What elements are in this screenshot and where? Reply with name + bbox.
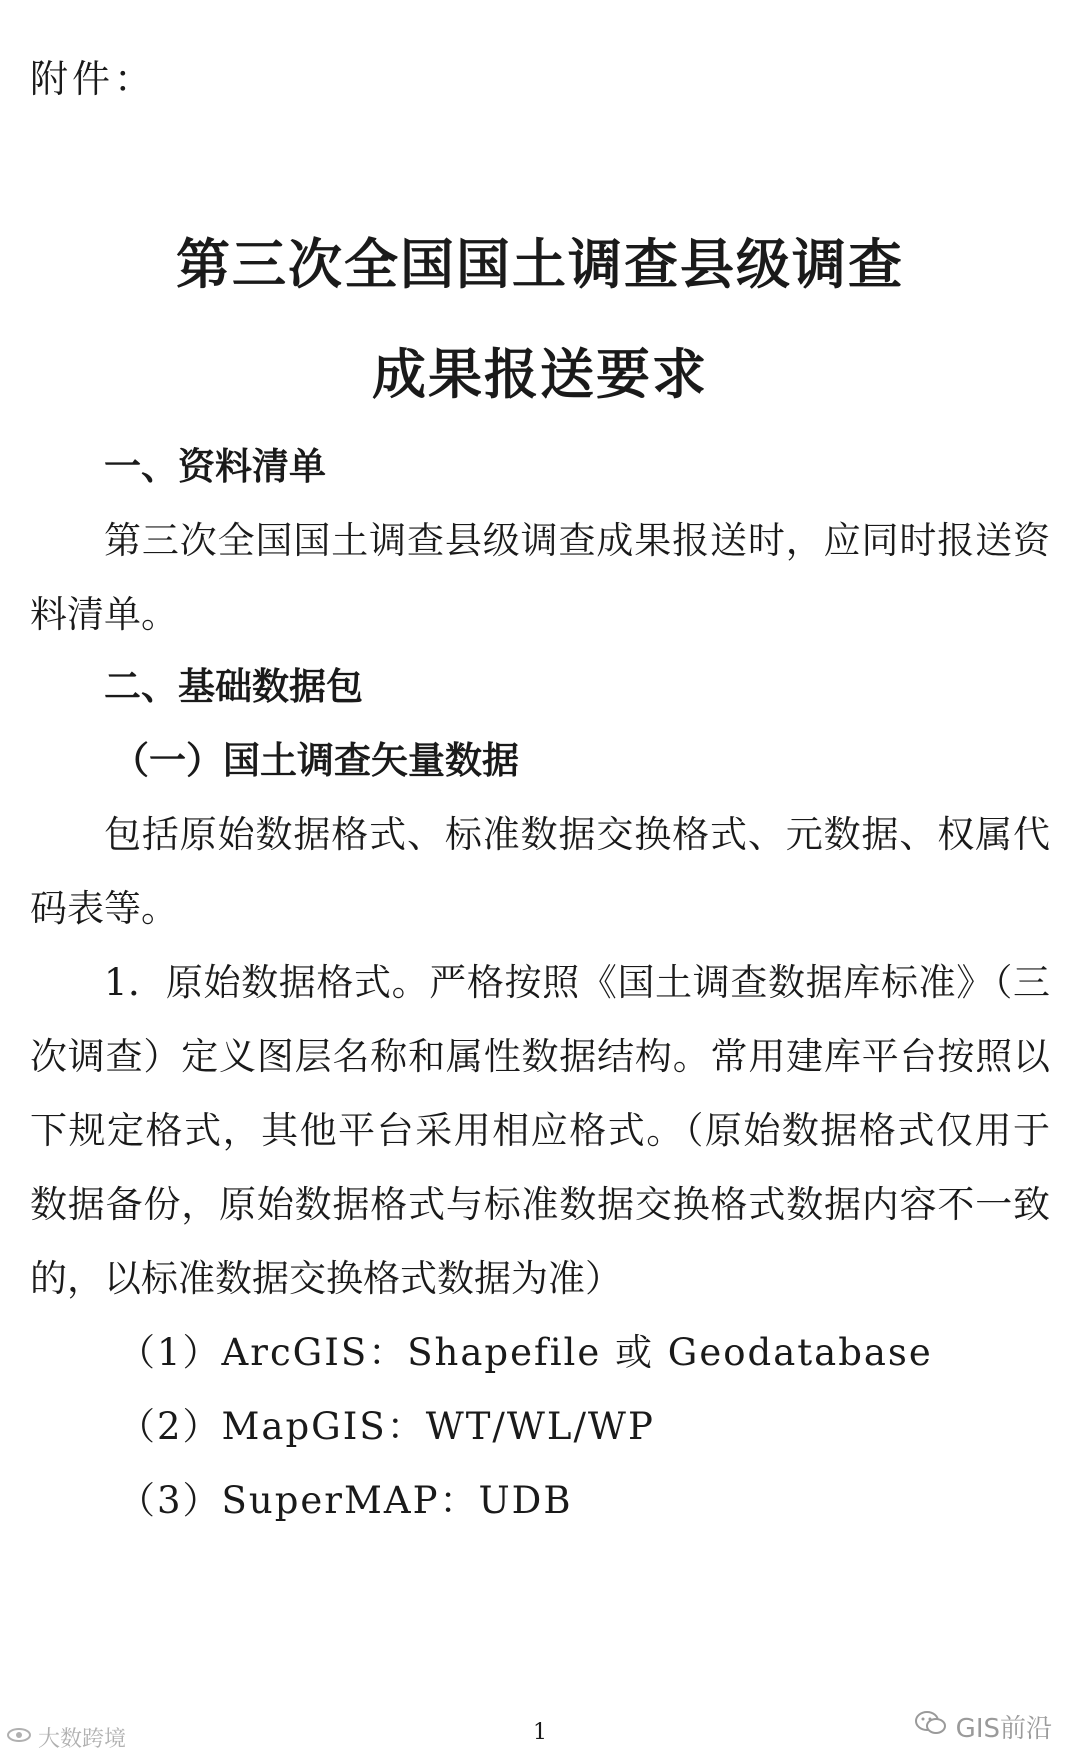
watermark-right-text: GIS前沿 (955, 1714, 1052, 1744)
list-item: （3）SuperMAP：UDB (118, 1479, 573, 1522)
watermark-right (914, 1708, 1052, 1745)
paragraph-line: 的，以标准数据交换格式数据为准） (30, 1257, 622, 1300)
list-item: （1）ArcGIS：Shapefile 或 Geodatabase (118, 1331, 933, 1374)
paragraph-line: 次调查）定义图层名称和属性数据结构。常用建库平台按照以 (30, 1035, 1050, 1078)
attachment-label: 附件： (30, 57, 157, 101)
wechat-icon (914, 1709, 948, 1744)
page-number: 1 (533, 1720, 547, 1745)
list-item: （2）MapGIS：WT/WL/WP (118, 1405, 655, 1448)
section-2-heading: 二、基础数据包 (104, 665, 363, 708)
paragraph-line: 下规定格式，其他平台采用相应格式。（原始数据格式仅用于 (30, 1109, 1050, 1152)
paragraph-line: 包括原始数据格式、标准数据交换格式、元数据、权属代 (104, 813, 1050, 856)
paragraph-line: 数据备份，原始数据格式与标准数据交换格式数据内容不一致 (30, 1183, 1050, 1226)
subsection-1-heading: （一）国土调查矢量数据 (112, 739, 519, 782)
watermark-left-text: 大数跨境 (38, 1727, 127, 1752)
paragraph-line: 1．原始数据格式。严格按照《国土调查数据库标准》（三 (104, 961, 1050, 1004)
doc-title-line-2: 成果报送要求 (372, 343, 708, 406)
paragraph-line: 码表等。 (30, 887, 178, 930)
doc-title-line-1: 第三次全国国土调查县级调查 (176, 233, 904, 296)
paragraph-line: 第三次全国国土调查县级调查成果报送时，应同时报送资 (104, 519, 1050, 562)
paragraph-line: 料清单。 (30, 593, 178, 636)
section-1-heading: 一、资料清单 (104, 445, 326, 488)
